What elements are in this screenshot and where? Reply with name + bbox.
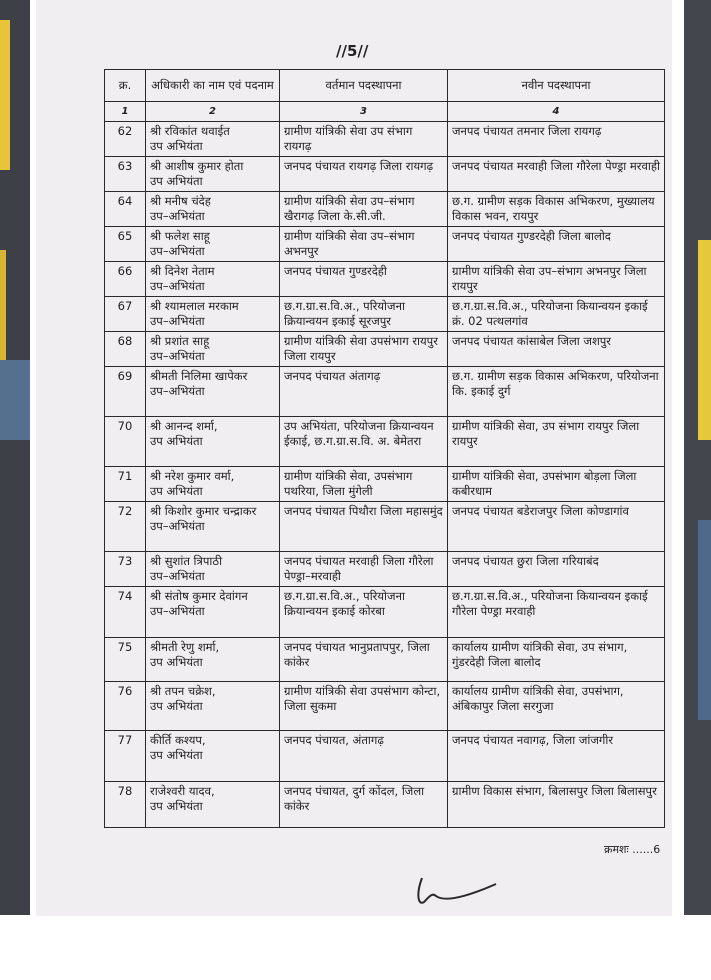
- serial-number: 66: [105, 262, 146, 297]
- current-posting: ग्रामीण यांत्रिकी सेवा उप–संभाग खैरागढ़ जिला के.सी.जी.: [280, 192, 448, 227]
- serial-number: 77: [105, 731, 146, 782]
- serial-number: 70: [105, 417, 146, 467]
- table-row: [105, 417, 665, 467]
- header-officer: अधिकारी का नाम एवं पदनाम: [146, 70, 280, 102]
- officer-cell: [146, 587, 280, 638]
- officer-name: श्री आशीष कुमार होता: [150, 159, 244, 173]
- new-posting: ग्रामीण यांत्रिकी सेवा उप–संभाग अभनपुर जिला रायपुर: [448, 262, 665, 297]
- officer-cell: [146, 332, 280, 367]
- header-new-posting: नवीन पदस्थापना: [448, 70, 665, 102]
- signature: [414, 872, 504, 912]
- current-posting: छ.ग.ग्रा.स.वि.अ., परियोजना क्रियान्वयन इकाई कोरबा: [280, 587, 448, 638]
- new-posting: जनपद पंचायत मरवाही जिला गौरेला पेण्ड्रा मरवाही: [448, 157, 665, 192]
- new-posting: छ.ग. ग्रामीण सड़क विकास अभिकरण, परियोजना कि. इकाई दुर्ग: [448, 367, 665, 417]
- current-posting: उप अभियंता, परियोजना क्रियान्वयन ईकाई, छ.ग.ग्रा.स.वि. अ. बेमेतरा: [280, 417, 448, 467]
- serial-number: 73: [105, 552, 146, 587]
- column-number: 2: [146, 102, 280, 122]
- table-row: [105, 332, 665, 367]
- officer-cell: [146, 552, 280, 587]
- officer-cell: [146, 297, 280, 332]
- new-posting: कार्यालय ग्रामीण यांत्रिकी सेवा, उप संभाग, गुंडरदेही जिला बालोद: [448, 638, 665, 682]
- table-row: [105, 227, 665, 262]
- officer-designation: उप–अभियंता: [150, 244, 205, 258]
- officer-designation: उप–अभियंता: [150, 209, 205, 223]
- current-posting: छ.ग.ग्रा.स.वि.अ., परियोजना क्रियान्वयन इकाई सूरजपुर: [280, 297, 448, 332]
- serial-number: 62: [105, 122, 146, 157]
- officer-cell: [146, 227, 280, 262]
- current-posting: जनपद पंचायत अंतागढ़: [280, 367, 448, 417]
- table-row: [105, 467, 665, 502]
- document-page: [36, 0, 672, 916]
- officer-designation: उप–अभियंता: [150, 349, 205, 363]
- serial-number: 72: [105, 502, 146, 552]
- table-row: [105, 262, 665, 297]
- current-posting: ग्रामीण यांत्रिकी सेवा उपसंभाग कोन्टा, जिला सुकमा: [280, 682, 448, 731]
- table-row: [105, 782, 665, 828]
- header-serial: क्र.: [105, 70, 146, 102]
- page-number: //5//: [336, 42, 369, 60]
- current-posting: ग्रामीण यांत्रिकी सेवा उप–संभाग अभनपुर: [280, 227, 448, 262]
- serial-number: 71: [105, 467, 146, 502]
- officer-designation: उप–अभियंता: [150, 384, 205, 398]
- officer-name: श्री दिनेश नेताम: [150, 264, 215, 278]
- new-posting: ग्रामीण विकास संभाग, बिलासपुर जिला बिलासपुर: [448, 782, 665, 828]
- serial-number: 78: [105, 782, 146, 828]
- table-row: [105, 682, 665, 731]
- officer-cell: [146, 122, 280, 157]
- officer-designation: उप–अभियंता: [150, 569, 205, 583]
- table-row: [105, 552, 665, 587]
- officer-name: श्री संतोष कुमार देवांगन: [150, 589, 248, 603]
- officer-designation: उप–अभियंता: [150, 604, 205, 618]
- new-posting: ग्रामीण यांत्रिकी सेवा, उपसंभाग बोड़ला जिला कबीरधाम: [448, 467, 665, 502]
- officer-name: श्रीमती निलिमा खापेकर: [150, 369, 248, 383]
- table-row: [105, 192, 665, 227]
- officer-name: कीर्ति कश्यप,: [150, 733, 206, 747]
- header-current-posting: वर्तमान पदस्थापना: [280, 70, 448, 102]
- new-posting: छ.ग.ग्रा.स.वि.अ., परियोजना कियान्वयन इकाई गौरेला पेण्ड्रा मरवाही: [448, 587, 665, 638]
- officer-name: श्री तपन चक्रेश,: [150, 684, 216, 698]
- officer-cell: [146, 467, 280, 502]
- table-row: [105, 731, 665, 782]
- transfer-order-table: [104, 69, 665, 828]
- officer-name: श्री आनन्द शर्मा,: [150, 419, 218, 433]
- new-posting: जनपद पंचायत बडेराजपुर जिला कोण्डागांव: [448, 502, 665, 552]
- officer-cell: [146, 782, 280, 828]
- serial-number: 76: [105, 682, 146, 731]
- officer-cell: [146, 502, 280, 552]
- column-number: 4: [448, 102, 665, 122]
- left-background-strip: [0, 0, 30, 915]
- officer-cell: [146, 192, 280, 227]
- officer-cell: [146, 638, 280, 682]
- continuation-note: क्रमशः ......6: [604, 843, 661, 856]
- column-number: 1: [105, 102, 146, 122]
- current-posting: जनपद पंचायत भानुप्रतापपुर, जिला कांकेर: [280, 638, 448, 682]
- officer-name: श्री नरेश कुमार वर्मा,: [150, 469, 235, 483]
- current-posting: ग्रामीण यांत्रिकी सेवा उप संभाग रायगढ़: [280, 122, 448, 157]
- current-posting: जनपद पंचायत, दुर्ग कोंदल, जिला कांकेर: [280, 782, 448, 828]
- serial-number: 63: [105, 157, 146, 192]
- serial-number: 65: [105, 227, 146, 262]
- officer-name: श्री मनीष चंदेह: [150, 194, 211, 208]
- table-row: [105, 587, 665, 638]
- officer-cell: [146, 682, 280, 731]
- serial-number: 68: [105, 332, 146, 367]
- current-posting: ग्रामीण यांत्रिकी सेवा, उपसंभाग पथरिया, जिला मुंगेली: [280, 467, 448, 502]
- current-posting: जनपद पंचायत, अंतागढ़: [280, 731, 448, 782]
- table-row: [105, 157, 665, 192]
- officer-name: श्री प्रशांत साहू: [150, 334, 210, 348]
- current-posting: जनपद पंचायत रायगढ़ जिला रायगढ़: [280, 157, 448, 192]
- table-row: [105, 297, 665, 332]
- current-posting: जनपद पंचायत पिथौरा जिला महासमुंद: [280, 502, 448, 552]
- officer-designation: उप–अभियंता: [150, 519, 205, 533]
- officer-name: श्रीमती रेणु शर्मा,: [150, 640, 220, 654]
- right-background-strip: [684, 0, 711, 915]
- table-row: [105, 122, 665, 157]
- officer-designation: उप अभियंता: [150, 748, 203, 762]
- officer-name: श्री किशोर कुमार चन्द्राकर: [150, 504, 257, 518]
- officer-name: श्री श्यामलाल मरकाम: [150, 299, 239, 313]
- current-posting: जनपद पंचायत मरवाही जिला गौरेला पेण्ड्रा–मरवाही: [280, 552, 448, 587]
- officer-name: श्री सुशांत त्रिपाठी: [150, 554, 223, 568]
- officer-name: श्री रविकांत थवाईत: [150, 124, 230, 138]
- officer-designation: उप अभियंता: [150, 174, 203, 188]
- officer-cell: [146, 262, 280, 297]
- officer-name: श्री फलेश साहू: [150, 229, 210, 243]
- officer-designation: उप अभियंता: [150, 139, 203, 153]
- new-posting: जनपद पंचायत नवागढ़, जिला जांजगीर: [448, 731, 665, 782]
- officer-designation: उप–अभियंता: [150, 279, 205, 293]
- new-posting: कार्यालय ग्रामीण यांत्रिकी सेवा, उपसंभाग, अंबिकापुर जिला सरगुजा: [448, 682, 665, 731]
- table-body: [105, 122, 665, 828]
- new-posting: जनपद पंचायत छुरा जिला गरियाबंद: [448, 552, 665, 587]
- officer-designation: उप अभियंता: [150, 655, 203, 669]
- table-row: [105, 502, 665, 552]
- new-posting: जनपद पंचायत कांसाबेल जिला जशपुर: [448, 332, 665, 367]
- officer-designation: उप अभियंता: [150, 434, 203, 448]
- serial-number: 75: [105, 638, 146, 682]
- new-posting: छ.ग.ग्रा.स.वि.अ., परियोजना कियान्वयन इकाई क्रं. 02 पत्थलगांव: [448, 297, 665, 332]
- serial-number: 67: [105, 297, 146, 332]
- officer-designation: उप–अभियंता: [150, 314, 205, 328]
- current-posting: जनपद पंचायत गुण्डरदेही: [280, 262, 448, 297]
- new-posting: छ.ग. ग्रामीण सड़क विकास अभिकरण, मुख्यालय विकास भवन, रायपुर: [448, 192, 665, 227]
- current-posting: ग्रामीण यांत्रिकी सेवा उपसंभाग रायपुर जिला रायपुर: [280, 332, 448, 367]
- officer-designation: उप अभियंता: [150, 799, 203, 813]
- officer-cell: [146, 731, 280, 782]
- table-row: [105, 367, 665, 417]
- serial-number: 69: [105, 367, 146, 417]
- new-posting: जनपद पंचायत तमनार जिला रायगढ़: [448, 122, 665, 157]
- new-posting: जनपद पंचायत गुण्डरदेही जिला बालोद: [448, 227, 665, 262]
- officer-name: राजेश्वरी यादव,: [150, 784, 215, 798]
- serial-number: 64: [105, 192, 146, 227]
- officer-cell: [146, 367, 280, 417]
- column-number: 3: [280, 102, 448, 122]
- table-row: [105, 638, 665, 682]
- officer-cell: [146, 157, 280, 192]
- officer-cell: [146, 417, 280, 467]
- officer-designation: उप अभियंता: [150, 484, 203, 498]
- new-posting: ग्रामीण यांत्रिकी सेवा, उप संभाग रायपुर जिला रायपुर: [448, 417, 665, 467]
- officer-designation: उप अभियंता: [150, 699, 203, 713]
- serial-number: 74: [105, 587, 146, 638]
